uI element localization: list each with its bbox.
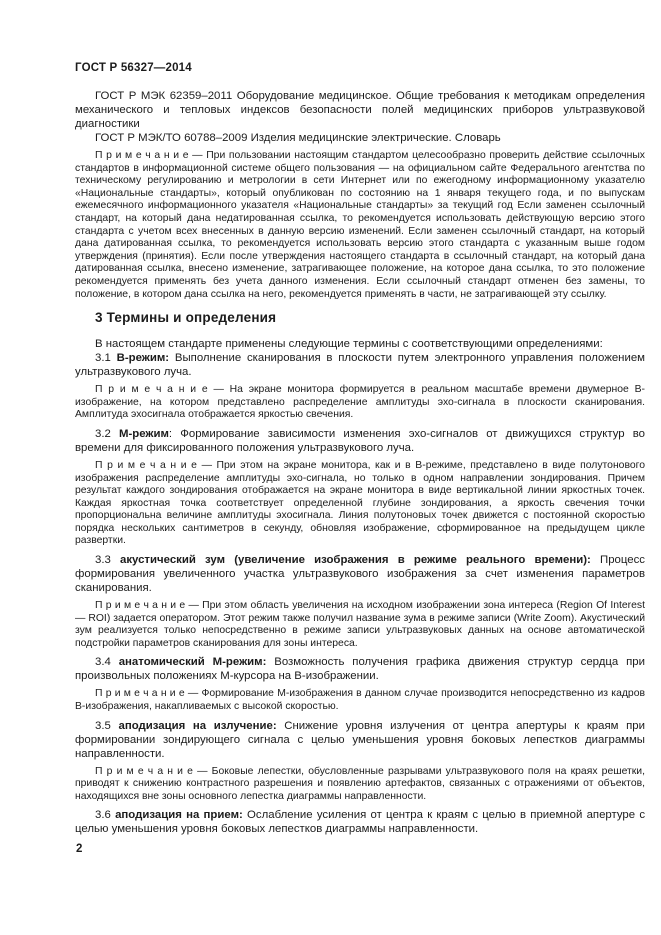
term-bold-text: акустический зум (увеличение изображения в режиме реального времени): (120, 554, 591, 567)
text-run: : Формирование зависимости изменения эхо-сигналов от движущихся структур во времени для фиксированного положения ультразвукового луча. (75, 427, 645, 454)
text-run: Выполнение сканирования в плоскости путем электронного управления положением ультразвукового луча. (75, 352, 645, 379)
text-run: П р и м е ч а н и е — При пользовании настоящим стандартом целесообразно проверить действие ссылочных стандартов в информационной системе общего пользования — на официальном сайте Федерального агентства по техническому регулированию и метрологии в сети Интернет или по ежегодному информационному указателю «Национальные стандарты», который опубликован по состоянию на 1 января текущего года, и по выпускам ежемесячного информационного указателя «Национальные стандарты» за текущий год Если заменен ссылочный стандарт, на который дана недатированная ссылка, то рекомендуется использовать действующую версию этого стандарта с учетом всех внесенных в данную версию изменений. Если заменен ссылочный стандарт, на который дана датированная ссылка, то рекомендуется использовать версию этого стандарта с указанным выше годом утверждения (принятия). Если после утверждения настоящего стандарта в ссылочный стандарт, на который дана датированная ссылка, внесено изменение, затрагивающее положение, на которое дана ссылка, то это положение рекомендуется применять без учета данного изменения. Если ссылочный стандарт отменен без замены, то положение, в котором дана ссылка на него, рекомендуется применять в части, не затрагивающей эту ссылку. (75, 150, 645, 300)
text-run: Снижение уровня излучения от центра апертуры к краям при формировании зондирующего сигнала с целью уменьшения уровня боковых лепестков диаграммы направленности. (75, 719, 645, 760)
body-paragraph (75, 719, 645, 761)
note-paragraph (75, 766, 645, 804)
text-run: ГОСТ Р МЭК/ТО 60788–2009 Изделия медицинские электрические. Словарь (95, 132, 501, 144)
text-run: Возможность получения графика движения структур сердца при произвольных положениях М-курсора на В-изображении. (75, 656, 645, 683)
note-paragraph (75, 150, 645, 301)
text-run: 3.1 (95, 352, 117, 365)
body-paragraph (75, 337, 645, 351)
body-paragraph (75, 427, 645, 455)
term-bold-text: аподизация на излучение: (118, 719, 277, 732)
body-paragraph (75, 89, 645, 131)
text-run: 3.6 (95, 809, 116, 822)
doc-header: ГОСТ Р 56327—2014 (75, 62, 192, 74)
text-run: В настоящем стандарте применены следующие термины с соответствующими определениями: (95, 338, 603, 351)
text-run: 3.5 (95, 719, 119, 732)
note-paragraph (75, 600, 645, 650)
body-paragraph (75, 553, 645, 595)
section-heading (75, 310, 645, 325)
page-number: 2 (76, 843, 83, 855)
term-bold-text: М-режим (118, 427, 169, 440)
text-run: П р и м е ч а н и е — Боковые лепестки, обусловленные разрывами ультразвукового поля на краях решетки, приводят к снижению контрастного разрешения и появлению артефактов, связанных с отражениями от объектов, находящихся вне зоны основного лепестка диаграммы направленности. (75, 765, 645, 802)
note-paragraph (75, 460, 645, 548)
body-paragraph (75, 351, 645, 379)
text-run: Ослабление усиления от центра к краям с целью в приемной апертуре с целью уменьшения уровня боковых лепестков диаграммы направленности. (75, 809, 646, 836)
text-run: П р и м е ч а н и е — При этом на экране монитора, как и в В-режиме, представлено в виде полутонового изображения распределение амплитуды эхо-сигнала, но только в одном направлении зондирования. Причем результат каждого зондирования отображается на экране монитора в виде вертикальной линии яркостных точек. Каждая яркостная точка соответствует определенной глубине зондирования, а яркость свечения точки пропорциональна величине амплитуды эхосигнала. Линия полутоновых точек движется с постоянной скоростью порядка нескольких сантиметров в секунду, обновляя изображение, сформированное на предыдущем цикле развертки. (75, 459, 645, 547)
body-paragraph (75, 655, 645, 683)
term-bold-text: В-режим: (116, 352, 170, 365)
text-run: П р и м е ч а н и е — Формирование М-изображения в данном случае производится непосредственно из кадров В-изображения, накапливаемых с высокой скоростью. (75, 688, 645, 713)
text-run: П р и м е ч а н и е — На экране монитора формируется в реальном масштабе времени двумерное В-изображение, на котором представлено распределение амплитуды эхо-сигнала в плоскости сканирования. Амплитуда эхосигнала отображается яркостью свечения. (75, 384, 645, 421)
doc-content (75, 89, 645, 836)
term-bold-text: анатомический М-режим: (118, 656, 267, 669)
body-paragraph (75, 808, 645, 836)
text-run: 3.2 (95, 427, 119, 440)
term-bold-text: аподизация на прием: (115, 809, 243, 822)
text-run: 3 Термины и определения (95, 310, 277, 326)
text-run: 3.3 (95, 554, 121, 567)
body-paragraph (75, 131, 645, 145)
note-paragraph (75, 384, 645, 422)
text-run: Процесс формирования увеличенного участка ультразвукового изображения за счет изменения параметров сканирования. (75, 554, 645, 595)
text-run: 3.4 (95, 656, 119, 669)
text-run: П р и м е ч а н и е — При этом область увеличения на исходном изображении зона интереса (Region Of Interest — ROI) задается оператором. Этот режим также получил название зума в режиме записи (Write Zoom). Акустический зум реализуется только непосредственно в режиме записи ультразвуковых данных на основе автоматической подстройки параметров сканирования для зоны интереса. (75, 600, 645, 649)
note-paragraph (75, 688, 645, 713)
text-run: ГОСТ Р МЭК 62359–2011 Оборудование медицинское. Общие требования к методикам определения механического и тепловых индексов безопасности полей медицинских приборов ультразвуковой диагностики (75, 90, 645, 130)
